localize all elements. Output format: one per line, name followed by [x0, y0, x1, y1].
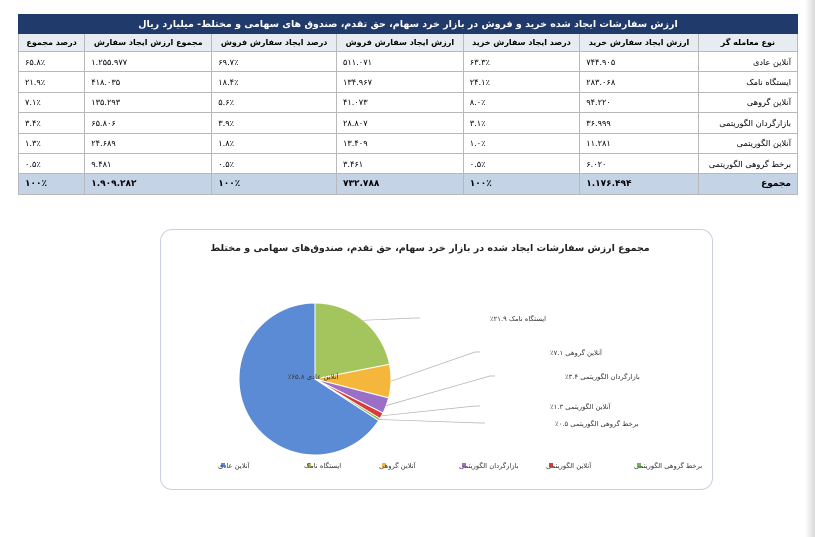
cell: مجموع — [698, 174, 797, 194]
slice-label: بازارگردان الگوریتمی ۳.۴٪ — [565, 373, 640, 381]
cell: ۱۱.۲۸۱ — [580, 133, 699, 153]
leader-line — [381, 406, 480, 416]
cell: ۱.۰٪ — [463, 133, 580, 153]
cell: ۲۸.۸۰۷ — [337, 113, 464, 133]
cell: ۳.۱٪ — [463, 113, 580, 133]
cell: ۶۹.۷٪ — [212, 52, 337, 72]
legend-item — [304, 461, 341, 470]
col-header: مجموع ارزش ایجاد سفارش — [85, 34, 212, 52]
cell: ۷۴۴.۹۰۵ — [580, 52, 699, 72]
slice-label: آنلاین گروهی ۷.۱٪ — [550, 349, 602, 357]
cell: ۲۴.۶۸۹ — [85, 133, 212, 153]
slice-label: برخط گروهی الگوریتمی ۰.۵٪ — [555, 420, 639, 428]
cell: ۶۳.۳٪ — [463, 52, 580, 72]
legend-item — [379, 461, 417, 470]
col-header: ارزش ایجاد سفارش خرید — [580, 34, 699, 52]
cell: ۱۳۵.۲۹۳ — [85, 92, 212, 112]
cell: ۲۸۳.۰۶۸ — [580, 72, 699, 92]
cell: ۶۵.۸۰۶ — [85, 113, 212, 133]
cell: ۱۳.۴۰۹ — [337, 133, 464, 153]
cell: ۸.۰٪ — [463, 92, 580, 112]
cell: ۱.۸٪ — [212, 133, 337, 153]
cell: ۷.۱٪ — [19, 92, 85, 112]
slice-label: آنلاین عادی ۶۵.۸٪ — [287, 373, 339, 381]
col-header: درصد ایجاد سفارش فروش — [212, 34, 337, 52]
cell: ۲۴.۱٪ — [463, 72, 580, 92]
slice-label: آنلاین الگوریتمی ۱.۳٪ — [550, 403, 611, 411]
leader-line — [379, 420, 485, 423]
cell: بازارگردان الگوریتمی — [698, 113, 797, 133]
table-title-row — [19, 15, 798, 34]
table-row — [19, 113, 798, 133]
legend-label: برخط گروهی الگوریتمی — [634, 462, 703, 470]
data-table — [18, 14, 798, 195]
legend-label: ایستگاه نامک — [304, 462, 342, 470]
table-row — [19, 52, 798, 72]
cell: ۳.۴٪ — [19, 113, 85, 133]
cell: ۲۱.۹٪ — [19, 72, 85, 92]
cell: ۳۶.۹۹۹ — [580, 113, 699, 133]
cell: ۷۳۲.۷۸۸ — [337, 174, 464, 194]
chart-title: مجموع ارزش سفارشات ایجاد شده در بازار خرد سهام، حق تقدم، صندوق‌های سهامی و مختلط — [210, 243, 650, 254]
table-row — [19, 92, 798, 112]
cell: ۳.۹٪ — [212, 113, 337, 133]
cell: ۵.۶٪ — [212, 92, 337, 112]
pie-chart — [160, 229, 711, 488]
slice-label: ایستگاه نامک ۲۱.۹٪ — [490, 315, 547, 323]
page-edge-shade — [805, 0, 815, 537]
cell: ۰.۵٪ — [212, 153, 337, 173]
legend-label: بازارگردان الگوریتمی — [459, 462, 519, 470]
table-total-row — [19, 174, 798, 194]
cell: ۱۸.۴٪ — [212, 72, 337, 92]
legend-label: آنلاین الگوریتمی — [546, 462, 592, 470]
cell: ۳.۴۶۱ — [337, 153, 464, 173]
legend-item — [218, 461, 251, 470]
cell: ۴۱.۰۷۳ — [337, 92, 464, 112]
legend-item — [546, 461, 592, 470]
cell: ۴۱۸.۰۳۵ — [85, 72, 212, 92]
cell: آنلاین عادی — [698, 52, 797, 72]
cell: آنلاین گروهی — [698, 92, 797, 112]
cell: ۰.۵٪ — [463, 153, 580, 173]
legend-label: آنلاین گروهی — [379, 462, 416, 470]
legend-item — [634, 461, 702, 470]
cell: ۰.۵٪ — [19, 153, 85, 173]
leader-line — [391, 352, 480, 381]
leader-line — [363, 318, 420, 320]
cell: ۱.۲۵۵.۹۷۷ — [85, 52, 212, 72]
cell: برخط گروهی الگوریتمی — [698, 153, 797, 173]
table-row — [19, 72, 798, 92]
cell: ۱۰۰٪ — [212, 174, 337, 194]
legend-item — [459, 461, 519, 470]
cell: آنلاین الگوریتمی — [698, 133, 797, 153]
cell: ۶.۰۲۰ — [580, 153, 699, 173]
table-header-row — [19, 34, 798, 52]
cell: ۵۱۱.۰۷۱ — [337, 52, 464, 72]
cell: ۱.۳٪ — [19, 133, 85, 153]
cell: ۶۵.۸٪ — [19, 52, 85, 72]
cell: ۹.۴۸۱ — [85, 153, 212, 173]
cell: ۱.۹۰۹.۲۸۲ — [85, 174, 212, 194]
table-row — [19, 133, 798, 153]
cell: ۱۳۴.۹۶۷ — [337, 72, 464, 92]
cell: ۹۴.۲۲۰ — [580, 92, 699, 112]
col-header: درصد مجموع — [19, 34, 85, 52]
table-row — [19, 153, 798, 173]
table-title: ارزش سفارشات ایجاد شده خرید و فروش در بازار خرد سهام، حق تقدم، صندوق های سهامی و مختلط- میلیارد ریال — [19, 15, 798, 34]
cell: ایستگاه نامک — [698, 72, 797, 92]
cell: ۱.۱۷۶.۴۹۴ — [580, 174, 699, 194]
col-header: نوع معامله گر — [698, 34, 797, 52]
col-header: درصد ایجاد سفارش خرید — [463, 34, 580, 52]
leader-line — [386, 376, 495, 406]
legend-label: آنلاین عادی — [218, 462, 250, 470]
cell: ۱۰۰٪ — [19, 174, 85, 194]
cell: ۱۰۰٪ — [463, 174, 580, 194]
col-header: ارزش ایجاد سفارش فروش — [337, 34, 464, 52]
